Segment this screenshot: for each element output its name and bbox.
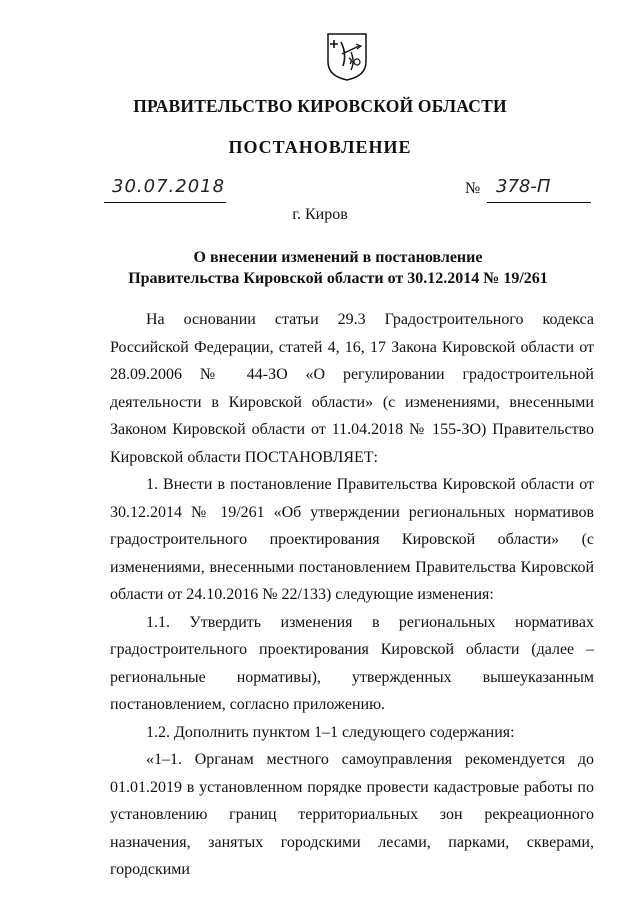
- document-type: ПОСТАНОВЛЕНИЕ: [228, 137, 412, 157]
- document-date: 30.07.2018: [112, 176, 226, 197]
- paragraph-basis: На основании статьи 29.3 Градостроительного кодекса Российской Федерации, статей 4, 16, 17 Закона Кировской области от 28.09.2006 № 44-ЗО «О регулировании градостроительной деятельности в Кировской области» (с изменениями, внесенными Законом Кировской области от 11.04.2018 № 155-ЗО) Правительство Кировской области ПОСТАНОВЛЯЕТ:: [110, 311, 594, 466]
- paragraph-item-1: 1. Внести в постановление Правительства Кировской области от 30.12.2014 № 19/261 «Об утверждении региональных нормативов градостроительного проектирования Кировской области» (с изменениями, внесенными постановлением Правительства Кировской области от 24.10.2016 № 22/133) следующие изменения:: [110, 476, 594, 603]
- paragraph-item-1-1-text: «1–1. Органам местного самоуправления рекомендуется до 01.01.2019 в установленном порядке провести кадастровые работы по установлению границ территориальных зон рекреационного назначения, занятых городскими лесами, парками, скверами, городскими: [110, 751, 594, 878]
- document-subject: [100, 247, 576, 289]
- coat-of-arms-icon: [325, 32, 369, 82]
- paragraph-item-1-2: 1.2. Дополнить пунктом 1–1 следующего содержания:: [146, 723, 515, 741]
- government-title: ПРАВИТЕЛЬСТВО КИРОВСКОЙ ОБЛАСТИ: [133, 96, 507, 116]
- city-name: г. Киров: [292, 206, 348, 223]
- paragraph-item-1-1: 1.1. Утвердить изменения в региональных нормативах градостроительного проектирования Кировской области (далее – региональные нормативы), утвержденных вышеуказанным постановлением, согласно приложению.: [110, 613, 594, 713]
- number-sign: №: [465, 180, 481, 197]
- document-number: 378-П: [496, 176, 551, 197]
- subject-line-1: О внесении изменений в постановление: [193, 249, 483, 266]
- document-body: [110, 306, 594, 884]
- subject-line-2: Правительства Кировской области от 30.12.2014 № 19/261: [128, 270, 548, 287]
